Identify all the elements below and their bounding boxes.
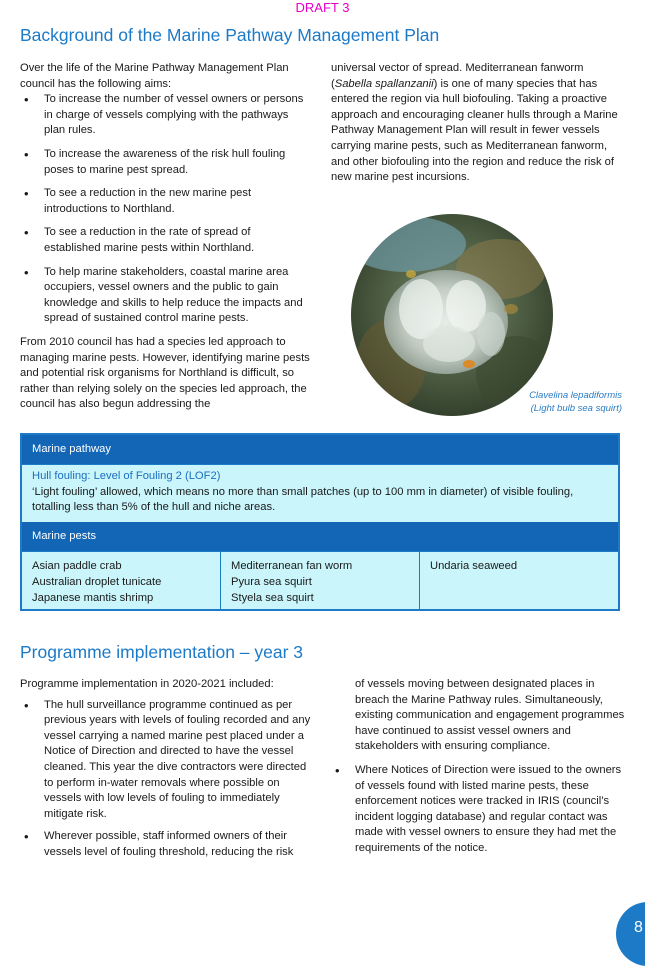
aim-item: • To increase the number of vessel owners or persons in charge of vessels complying with the pathways plan rules. [20,92,310,139]
pest-name: Australian droplet tunicate [32,575,162,588]
programme-continuation: of vessels moving between designated places in breach the Marine Pathway rules. Simultaneously, existing communication and engagement programmes have continued to assist vessel owners and stakeholders with ensuring compliance. [355,678,625,753]
sea-squirt-photo [351,214,553,416]
aim-item: • To increase the awareness of the risk hull fouling poses to marine pest spread. [20,147,310,178]
background-right-column [331,61,623,186]
page-number: 8 [634,919,643,936]
programme-left-column [20,677,312,861]
page-number-badge [616,902,645,966]
fouling-description: ‘Light fouling’ allowed, which means no more than small patches (up to 100 mm in diameter) of visible fouling, totalling less than 5% of the hull and niche areas. [32,485,574,514]
programme-left-list [20,698,312,861]
pest-name: Japanese mantis shrimp [32,591,154,604]
programme-heading: Programme implementation – year 3 [20,642,304,662]
pest-name: Styela sea squirt [231,591,314,604]
marine-pests-header: Marine pests [22,522,618,551]
pest-column [220,552,419,609]
background-left-column [20,61,310,413]
marine-pathway-table [20,433,620,611]
photo-caption: Clavelina lepadiformis (Light bulb sea squirt) [529,390,622,414]
aim-item: • To see a reduction in the new marine pest introductions to Northland. [20,186,310,217]
programme-item: • Wherever possible, staff informed owners of their vessels level of fouling threshold, reducing the risk [20,829,312,860]
hull-fouling-cell [22,464,618,522]
fouling-level-title: Hull fouling: Level of Fouling 2 (LOF2) [32,470,221,482]
aim-item: • To see a reduction in the rate of spread of established marine pests within Northland. [20,225,310,256]
programme-right-column [331,677,627,857]
pest-column [419,552,618,609]
pest-name: Mediterranean fan worm [231,559,353,572]
programme-right-list [331,763,627,857]
species-name: Sabella spallanzanii [334,77,434,90]
programme-item: • Where Notices of Direction were issued to the owners of vessels found with listed marine pests, these enforcement notices were tracked in IRIS (council’s incident logging database) and regular contact was made with vessel owners to ensure they had met the requirements of the notice. [331,763,627,857]
pest-name: Undaria seaweed [430,559,518,572]
marine-pathway-header: Marine pathway [22,435,618,464]
background-heading: Background of the Marine Pathway Management Plan [20,25,440,45]
programme-item: • The hull surveillance programme continued as per previous years with levels of fouling recorded and any vessel carrying a named marine pest placed under a Notice of Direction and directed to have the vessel cleaned. This year the dive contractors were directed to perform in-water removals where possible on vessels with low levels of fouling to immediately mitigate risk. [20,698,312,823]
pest-name: Pyura sea squirt [231,575,312,588]
aim-item: • To help marine stakeholders, coastal marine area occupiers, vessel owners and the public to gain knowledge and skills to help reduce the impacts and spread of sustained control marine pests. [20,265,310,327]
species-led-paragraph: From 2010 council has had a species led approach to managing marine pests. However, identifying marine pests and potential risk organisms for Northland is difficult, so rather than relying solely on the species led approach, the council has also begun addressing the [20,335,310,411]
pest-name: Asian paddle crab [32,559,122,572]
draft-watermark: DRAFT 3 [295,0,350,15]
aims-list [20,92,310,327]
background-intro: Over the life of the Marine Pathway Management Plan council has the following aims: [20,62,289,90]
fanworm-paragraph: universal vector of spread. Mediterranean fanworm (Sabella spallanzanii) is one of many species that has entered the region via hull biofouling. Taking a proactive approach and encouraging cleaner hulls through a Marine Pathway Management Plan will result in fewer vessels carrying marine pests, such as Mediterranean fanworm, and other biofouling into the region and reduce the risk of new marine pest incursions. [331,62,618,184]
marine-pests-row [22,551,618,609]
programme-intro: Programme implementation in 2020-2021 included: [20,678,274,690]
pest-column [22,552,220,609]
